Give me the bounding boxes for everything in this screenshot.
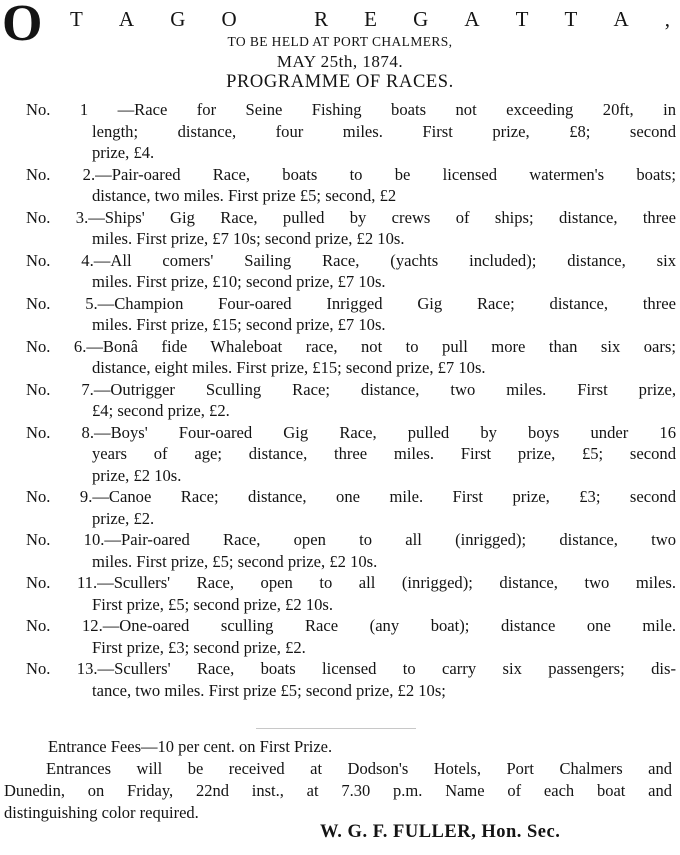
race-heading-line: No. 9.—Canoe Race; distance, one mile. First prize, £3; second: [26, 487, 676, 506]
race-list: [0, 99, 680, 701]
race-detail-line: £4; second prize, £2.: [92, 401, 230, 420]
title-letter: O: [221, 7, 237, 31]
title-letter: G: [413, 7, 429, 31]
title-letter: [273, 8, 278, 30]
race-detail-line: prize, £4.: [92, 143, 155, 162]
race-entry: [0, 250, 680, 293]
title-letter: R: [314, 7, 329, 31]
title-letter: A: [613, 7, 629, 31]
race-entry: [0, 336, 680, 379]
race-entry: [0, 486, 680, 529]
race-detail-line: distance, two miles. First prize £5; second, £2: [92, 186, 397, 205]
subtitle-location: TO BE HELD AT PORT CHALMERS,: [227, 34, 453, 49]
divider-rule: [256, 728, 416, 729]
title-letter: T: [564, 7, 578, 31]
race-entry: [0, 658, 680, 701]
race-heading-line: No. 1 —Race for Seine Fishing boats not exceeding 20ft, in: [26, 100, 676, 119]
entrances-line: Dunedin, on Friday, 22nd inst., at 7.30 p.m. Name of each boat and: [4, 781, 672, 800]
race-heading-line: No. 5.—Champion Four-oared Inrigged Gig Race; distance, three: [26, 293, 676, 313]
entrances-line: Entrances will be received at Dodson's Hotels, Port Chalmers and: [46, 759, 672, 778]
programme-heading: PROGRAMME OF RACES.: [226, 72, 454, 92]
race-detail-line: tance, two miles. First prize £5; second prize, £2 10s;: [92, 680, 446, 700]
title-letter: E: [364, 7, 377, 31]
race-heading-line: No. 6.—Bonâ fide Whaleboat race, not to pull more than six oars;: [26, 336, 676, 356]
entrance-fees: Entrance Fees—10 per cent. on First Prize.: [48, 737, 333, 756]
race-entry: [0, 293, 680, 336]
race-detail-line: miles. First prize, £15; second prize, £7 10s.: [92, 315, 386, 334]
title-dropcap: O: [2, 0, 43, 52]
race-heading-line: No. 10.—Pair-oared Race, open to all (inrigged); distance, two: [26, 530, 676, 549]
race-detail-line: First prize, £3; second prize, £2.: [92, 637, 306, 657]
race-entry: [0, 615, 680, 658]
race-detail-line: length; distance, four miles. First prize, £8; second: [92, 121, 676, 141]
race-detail-line: distance, eight miles. First prize, £15; second prize, £7 10s.: [92, 358, 486, 377]
race-detail-line: years of age; distance, three miles. First prize, £5; second: [92, 444, 676, 463]
entrances-paragraph: [4, 758, 672, 824]
race-detail-line: First prize, £5; second prize, £2 10s.: [92, 594, 334, 614]
title-letter: A: [464, 7, 480, 31]
race-heading-line: No. 2.—Pair-oared Race, boats to be licensed watermen's boats;: [26, 164, 676, 184]
title-letter: T: [515, 7, 529, 31]
race-heading-line: No. 11.—Scullers' Race, open to all (inrigged); distance, two miles.: [26, 573, 676, 592]
race-entry: [0, 99, 680, 164]
race-entry: [0, 379, 680, 422]
race-heading-line: No. 13.—Scullers' Race, boats licensed to carry six passengers; dis-: [26, 659, 676, 678]
race-entry: [0, 207, 680, 250]
race-entry: [0, 572, 680, 615]
race-detail-line: prize, £2.: [92, 508, 155, 528]
race-detail-line: miles. First prize, £7 10s; second prize, £2 10s.: [92, 229, 405, 248]
entrances-line: distinguishing color required.: [4, 803, 199, 822]
race-entry: [0, 422, 680, 487]
subtitle-date: MAY 25th, 1874.: [276, 52, 404, 71]
title-letter: T: [70, 7, 83, 31]
race-heading-line: No. 12.—One-oared sculling Race (any boat); distance one mile.: [26, 616, 676, 635]
race-heading-line: No. 8.—Boys' Four-oared Gig Race, pulled by boys under 16: [26, 422, 676, 442]
title-letter: ,: [664, 7, 670, 31]
race-entry: [0, 164, 680, 207]
signature: W. G. F. FULLER, Hon. Sec.: [320, 822, 561, 842]
title-letters: [70, 8, 670, 30]
title-letter: A: [118, 7, 135, 31]
race-detail-line: miles. First prize, £10; second prize, £7 10s.: [92, 272, 386, 291]
race-detail-line: miles. First prize, £5; second prize, £2 10s.: [92, 551, 378, 571]
race-entry: [0, 529, 680, 572]
race-heading-line: No. 7.—Outrigger Sculling Race; distance, two miles. First prize,: [26, 379, 676, 399]
race-heading-line: No. 4.—All comers' Sailing Race, (yachts included); distance, six: [26, 250, 676, 270]
race-heading-line: No. 3.—Ships' Gig Race, pulled by crews of ships; distance, three: [26, 207, 676, 227]
race-detail-line: prize, £2 10s.: [92, 465, 182, 485]
title-letter: G: [170, 7, 186, 31]
